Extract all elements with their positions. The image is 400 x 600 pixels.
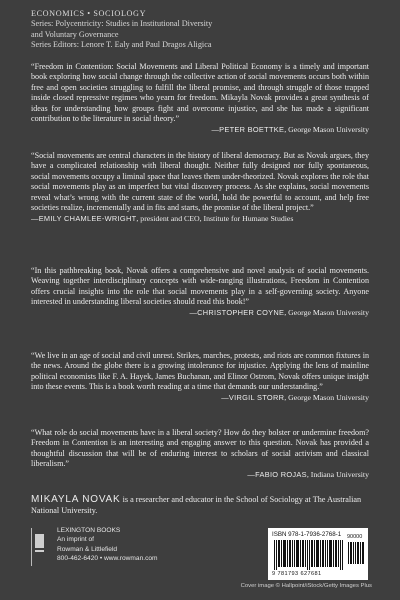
endorser-name: —PETER BOETTKE [211,124,285,134]
publisher-block [31,526,191,572]
publisher-imprint-label: An imprint of [57,536,95,544]
author-bio-text: is a researcher and educator in the School of Sociology at The Australian National University. [31,495,362,515]
publisher-contact: 800-462-6420 • www.rowman.com [57,555,158,563]
endorsement-attribution [31,470,369,480]
endorsement-attribution [31,125,369,135]
endorser-name: —EMILY CHAMLEE-WRIGHT [31,213,137,223]
endorsement-attribution [31,214,369,224]
isbn-number: ISBN 978-1-7936-2768-1 [272,531,342,538]
barcode-bars-icon [274,540,344,570]
series-editors: Series Editors: Lenore T. Ealy and Paul Dragos Aligica [31,40,212,49]
endorsement-coyne [31,266,369,318]
endorsement-storr [31,351,369,403]
endorsement-text: “In this pathbreaking book, Novak offers a comprehensive and novel analysis of social movements. Weaving together interdisciplinary concepts with wide-ranging illustrations, Freedom in Contention offers crucial insights into the role that social movements play in a self-governing society. Anyone interested in understanding liberal societies should read this book!” [31,266,369,307]
series-title-line-1: Series: Polycentricity: Studies in Institutional Diversity [31,19,213,28]
endorsement-chamlee-wright [31,151,369,224]
publisher-logo-icon [31,528,48,566]
series-block [31,8,371,51]
endorser-affiliation: , George Mason University [284,392,369,402]
endorser-name: —VIRGIL STORR [221,392,285,402]
endorsement-text: “What role do social movements have in a liberal society? How do they bolster or undermine freedom? Freedom in Contention is an interesting and engaging answer to this question. Novak has provided a thoughtful discussion that will be of enduring interest to scholars of social activism and classical liberalism.” [31,428,369,469]
price-barcode-icon [348,542,364,564]
endorsement-text: “Freedom in Contention: Social Movements and Liberal Political Economy is a timely and important book exploring how social change through the collective action of social movements occurs both within free and open societies struggling to fulfill the liberal promise, and through struggle of those trapped inside closed repressive regimes who yearn for freedom. Mikayla Novak provides a great synthesis of ideas for understanding how groups fight and overcome injustice, and she has made a significant contribution to the literature in social theory.” [31,62,369,124]
endorsement-text: “We live in an age of social and civil unrest. Strikes, marches, protests, and riots are common fixtures in the news. Around the globe there is a growing intolerance for injustice. Applying the lens of mainline political economists like F. A. Hayek, James Buchanan, and Elinor Ostrom, Novak offers unique insight into these events. This is a book worth reading at a time that demands our understanding.” [31,351,369,392]
endorsement-rojas [31,428,369,480]
endorser-name: —CHRISTOPHER COYNE [189,307,285,317]
series-title-line-2: and Voluntary Governance [31,29,119,39]
publisher-parent: Rowman & Littlefield [57,545,118,553]
subject-category: ECONOMICS • SOCIOLOGY [31,9,147,18]
endorser-affiliation: , George Mason University [284,307,369,317]
cover-image-credit: Cover image © Hallpoint/iStock/Getty Images Plus [240,583,372,589]
endorsement-attribution [31,308,369,318]
endorsement-attribution [31,393,369,403]
author-name: MIKAYLA NOVAK [31,494,121,505]
endorsement-boettke [31,62,369,135]
endorser-affiliation: , George Mason University [284,124,369,134]
price-code: 90000 [347,534,363,540]
publisher-name: LEXINGTON BOOKS [57,527,121,534]
barcode-digits: 9 781793 627681 [272,571,322,577]
author-bio [31,495,371,516]
publisher-info [57,526,158,564]
endorser-affiliation: , president and CEO, Institute for Humane Studies [136,213,294,223]
endorsement-text: “Social movements are central characters in the history of liberal democracy. But as Novak argues, they have a complicated relationship with liberal thought. Neither fully designed nor fully spontaneous, social movements occupy a liminal space that leaves them under-theorized. Novak explores the role that social movements play as an imperfect but vital discovery process. As she explains, social movements reveal what’s wrong with the current state of the world, hold the powerful to account, and help free societies realize, incrementally and in fits and starts, the promise of the liberal project.” [31,151,369,213]
isbn-barcode [268,528,368,580]
endorser-affiliation: , Indiana University [306,469,369,479]
endorser-name: —FABIO ROJAS [247,469,307,479]
